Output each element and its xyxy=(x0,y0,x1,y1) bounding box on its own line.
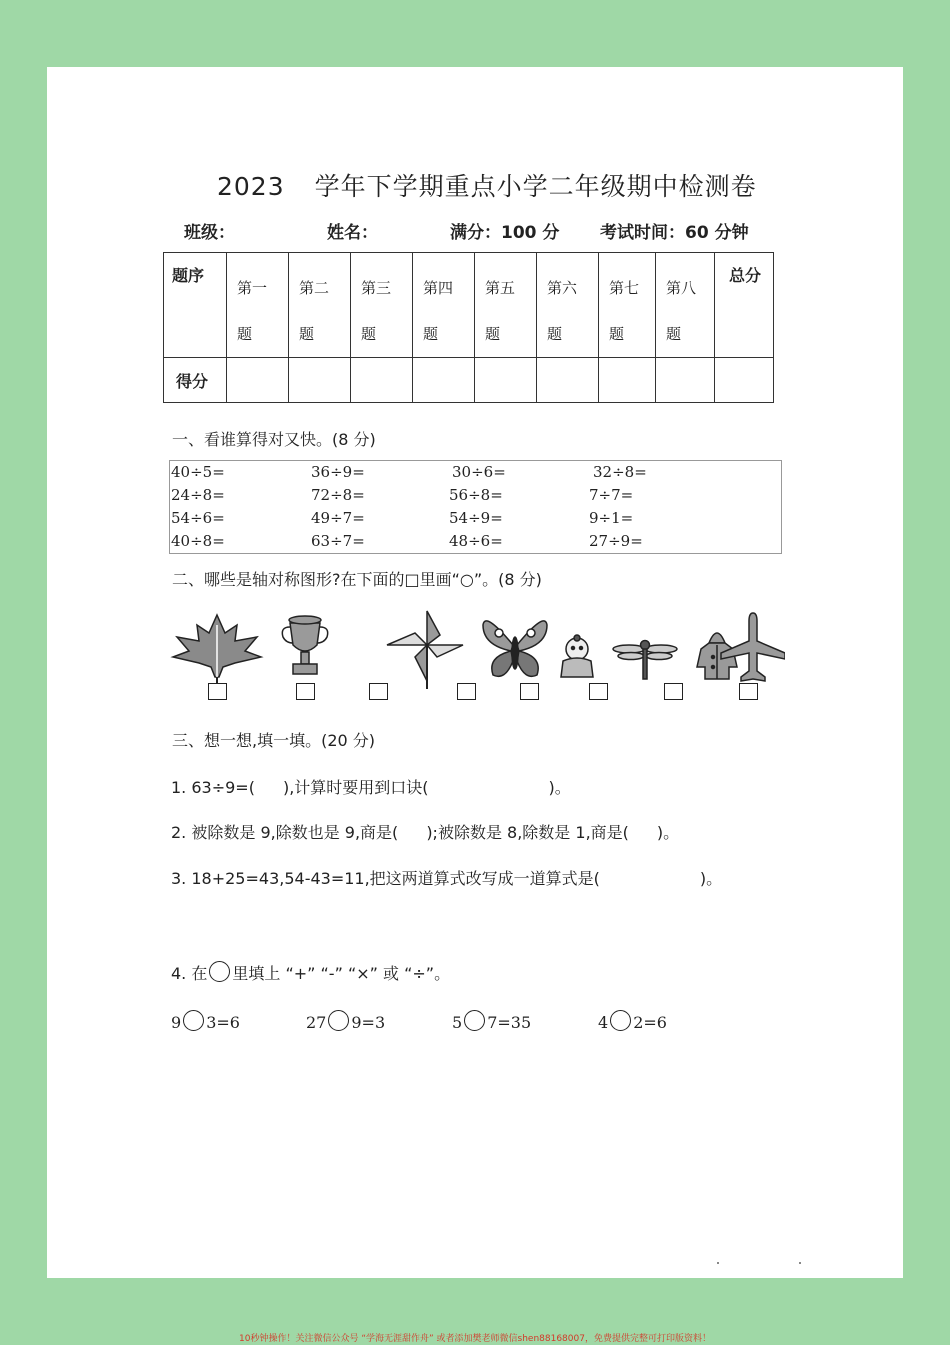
score-cell[interactable] xyxy=(599,358,656,403)
exam-time: 考试时间：60 分钟 xyxy=(600,223,749,243)
column-header: 第四 题 xyxy=(413,253,475,358)
circle-icon xyxy=(209,961,230,982)
operator-circle[interactable] xyxy=(183,1010,204,1031)
question-4: 4. 在 里填上 “+” “-” “×” 或 “÷”。 xyxy=(171,961,450,984)
answer-box[interactable] xyxy=(739,683,758,700)
score-row-label: 得分 xyxy=(176,371,209,391)
maple-leaf-icon xyxy=(173,615,261,689)
calc-item: 9÷1= xyxy=(589,509,634,527)
calc-item: 32÷8= xyxy=(593,463,647,481)
operator-expression: 4 2=6 xyxy=(598,1010,667,1032)
calc-item: 49÷7= xyxy=(311,509,365,527)
full-score: 满分：100 分 xyxy=(450,223,560,243)
class-label: 班级： xyxy=(184,223,235,243)
score-cell[interactable] xyxy=(413,358,475,403)
column-header: 第八 题 xyxy=(656,253,715,358)
page-title xyxy=(217,167,757,203)
calc-item: 54÷6= xyxy=(171,509,225,527)
score-cell[interactable] xyxy=(715,358,774,403)
column-header: 第七 题 xyxy=(599,253,656,358)
question-1: 1. 63÷9=( ),计算时要用到口诀( )。 xyxy=(171,778,571,797)
calc-item: 36÷9= xyxy=(311,463,365,481)
column-header: 第六 题 xyxy=(537,253,599,358)
footer-notice: 10秒钟操作！关注微信公众号 “学海无涯甜作舟” 或者添加樊老师微信shen88168007，免费提供完整可打印版资料！ xyxy=(239,1334,711,1344)
answer-box[interactable] xyxy=(369,683,388,700)
score-cell[interactable] xyxy=(656,358,715,403)
pinwheel-icon xyxy=(387,611,463,689)
dragonfly-icon xyxy=(613,641,677,680)
calc-item: 72÷8= xyxy=(311,486,365,504)
name-label: 姓名： xyxy=(327,223,378,243)
section1-heading: 一、看谁算得对又快。(8 分) xyxy=(172,430,376,449)
score-table xyxy=(163,252,774,403)
score-cell[interactable] xyxy=(537,358,599,403)
symmetry-figures xyxy=(165,605,785,691)
butterfly-icon xyxy=(483,621,547,676)
operator-expression: 9 3=6 xyxy=(171,1010,240,1032)
operator-expression: 5 7=35 xyxy=(452,1010,531,1032)
calc-item: 30÷6= xyxy=(452,463,506,481)
question-2: 2. 被除数是 9,除数也是 9,商是( );被除数是 8,除数是 1,商是( )。 xyxy=(171,823,680,842)
calc-item: 40÷8= xyxy=(171,532,225,550)
scan-speck xyxy=(799,1262,801,1264)
score-cell[interactable] xyxy=(289,358,351,403)
scan-speck xyxy=(717,1262,719,1264)
column-header: 第二 题 xyxy=(289,253,351,358)
calc-item: 48÷6= xyxy=(449,532,503,550)
section2-heading: 二、哪些是轴对称图形?在下面的□里画“○”。(8 分) xyxy=(172,570,542,589)
calc-item: 24÷8= xyxy=(171,486,225,504)
calc-item: 7÷7= xyxy=(589,486,634,504)
column-header: 第五 题 xyxy=(475,253,537,358)
calc-item: 63÷7= xyxy=(311,532,365,550)
score-cell[interactable] xyxy=(351,358,413,403)
trophy-icon xyxy=(282,616,327,674)
question-3: 3. 18+25=43,54-43=11,把这两道算式改写成一道算式是( )。 xyxy=(171,869,723,888)
answer-box[interactable] xyxy=(208,683,227,700)
score-cell[interactable] xyxy=(227,358,289,403)
calc-item: 54÷9= xyxy=(449,509,503,527)
operator-circle[interactable] xyxy=(464,1010,485,1031)
column-header: 第一 题 xyxy=(227,253,289,358)
column-header: 第三 题 xyxy=(351,253,413,358)
answer-box[interactable] xyxy=(296,683,315,700)
title-year: 2023 xyxy=(217,172,285,201)
answer-box[interactable] xyxy=(457,683,476,700)
exam-page xyxy=(47,67,903,1278)
answer-box[interactable] xyxy=(520,683,539,700)
operator-circle[interactable] xyxy=(610,1010,631,1031)
answer-box[interactable] xyxy=(589,683,608,700)
title-text: 学年下学期重点小学二年级期中检测卷 xyxy=(314,172,757,201)
operator-circle[interactable] xyxy=(328,1010,349,1031)
calc-item: 27÷9= xyxy=(589,532,643,550)
operator-expression: 27 9=3 xyxy=(306,1010,385,1032)
total-label: 总分 xyxy=(729,266,762,285)
answer-box[interactable] xyxy=(664,683,683,700)
calc-item: 40÷5= xyxy=(171,463,225,481)
section3-heading: 三、想一想,填一填。(20 分) xyxy=(172,731,376,750)
calc-item: 56÷8= xyxy=(449,486,503,504)
header-label: 题序 xyxy=(172,266,205,285)
score-cell[interactable] xyxy=(475,358,537,403)
doll-icon xyxy=(561,635,593,677)
